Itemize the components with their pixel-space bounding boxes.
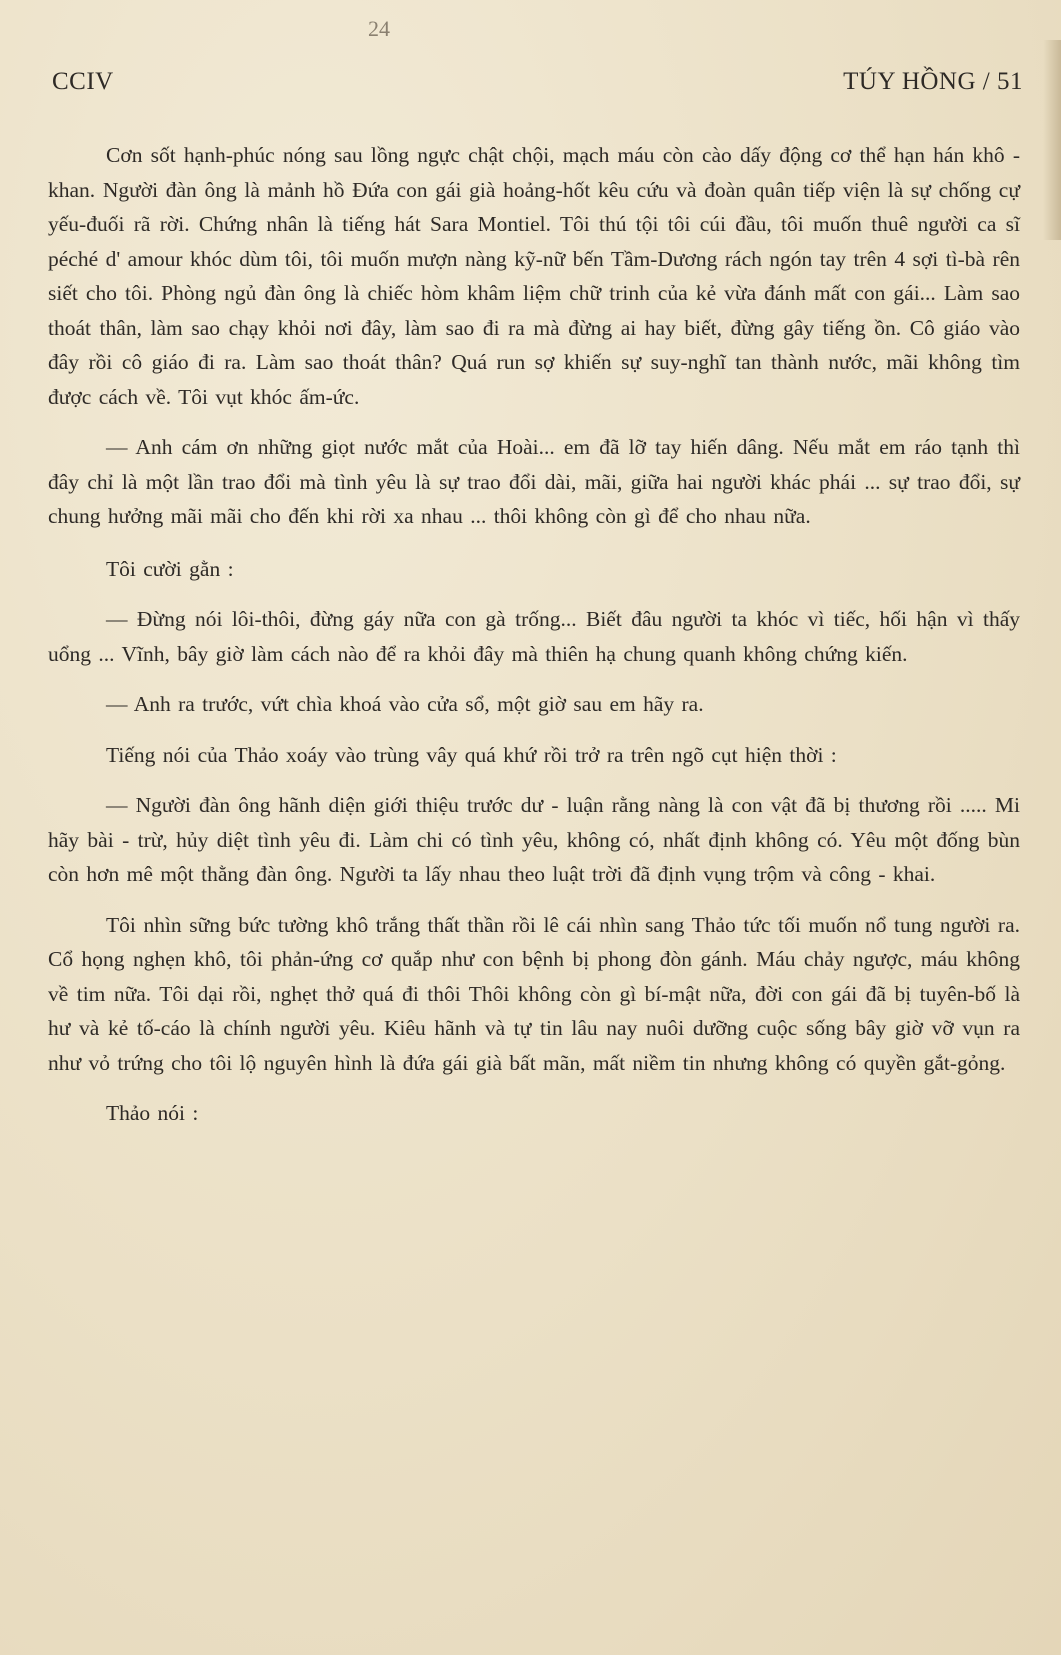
paragraph-3: Tôi cười gằn : xyxy=(106,556,234,581)
chapter-number: CCIV xyxy=(52,68,114,95)
paragraph-1: Cơn sốt hạnh-phúc nóng sau lồng ngực chật chội, mạch máu còn cào dấy động cơ thể hạn hán khô - khan. Người đàn ông là mảnh hồ Đứa con gái già hoảng-hốt kêu cứu và đoàn quân tiếp viện là sự chống cự yếu-đuối rã rời. Chứng nhân là tiếng hát Sara Montiel. Tôi thú tội tôi cúi đầu, tôi muốn thuê người ca sĩ péché d' amour khóc dùm tôi, tôi muốn mượn nàng kỹ-nữ bến Tầm-Dương rách ngón tay trên 4 sợi tì-bà rên siết cho tôi. Phòng ngủ đàn ông là chiếc hòm khâm liệm chữ trinh của kẻ vừa đánh mất con gái... Làm sao thoát thân, làm sao chạy khỏi nơi đây, làm sao đi ra mà đừng ai hay biết, đừng gây tiếng ồn. Cô giáo vào đây rồi cô giáo đi ra. Làm sao thoát thân? Quá run sợ khiến sự suy-nghĩ tan thành nước, mãi không tìm được cách về. Tôi vụt khóc ấm-ức. xyxy=(48,143,1020,409)
paragraph-8: Tôi nhìn sững bức tường khô trắng thất thần rồi lê cái nhìn sang Thảo tức tối muốn nổ tung người ra. Cổ họng nghẹn khô, tôi phản-ứng cơ quắp như con bệnh bị phong đòn gánh. Máu chảy ngược, máu không về tim nữa. Tôi dại rồi, nghẹt thở quá đi thôi Thôi không còn gì bí-mật nữa, đời con gái đã bị tuyên-bố là hư và kẻ tố-cáo là chính người yêu. Kiêu hãnh và tự tin lâu nay nuôi dưỡng cuộc sống bây giờ vỡ vụn ra như vỏ trứng cho tôi lộ nguyên hình là đứa gái già bất mãn, mất niềm tin nhưng không có quyền gắt-gỏng. xyxy=(48,912,1020,1075)
author-page-number: TÚY HỒNG / 51 xyxy=(843,68,1023,95)
paragraph-4: — Đừng nói lôi-thôi, đừng gáy nữa con gà trống... Biết đâu người ta khóc vì tiếc, hối hận vì thấy uổng ... Vĩnh, bây giờ làm cách nào để ra khỏi đây mà thiên hạ chung quanh không chứng kiến. xyxy=(48,607,1020,666)
paragraph-9: Thảo nói : xyxy=(106,1101,199,1125)
pencil-mark: 24 xyxy=(368,16,390,41)
body-text xyxy=(48,138,1020,1131)
paragraph-5: — Anh ra trước, vứt chìa khoá vào cửa sổ, một giờ sau em hãy ra. xyxy=(106,692,704,716)
running-header xyxy=(52,68,1031,108)
paragraph-7: — Người đàn ông hãnh diện giới thiệu trước dư - luận rằng nàng là con vật đã bị thương rồi ..... Mi hãy bài - trừ, hủy diệt tình yêu đi. Làm chi có tình yêu, không có, nhất định không có. Yêu một đống bùn còn hơn mê một thằng đàn ông. Người ta lấy nhau theo luật trời đã định vụng trộm và công - khai. xyxy=(48,793,1020,886)
page-edge-stain xyxy=(1043,40,1061,240)
paragraph-6: Tiếng nói của Thảo xoáy vào trùng vây quá khứ rồi trở ra trên ngõ cụt hiện thời : xyxy=(106,742,837,767)
paragraph-2: — Anh cám ơn những giọt nước mắt của Hoài... em đã lỡ tay hiến dâng. Nếu mắt em ráo tạnh thì đây chỉ là một lần trao đổi mà tình yêu là sự trao đổi dài, mãi, giữa hai người khác phái ... sự trao đổi, sự chung hưởng mãi mãi cho đến khi rời xa nhau ... thôi không còn gì để cho nhau nữa. xyxy=(48,435,1020,528)
